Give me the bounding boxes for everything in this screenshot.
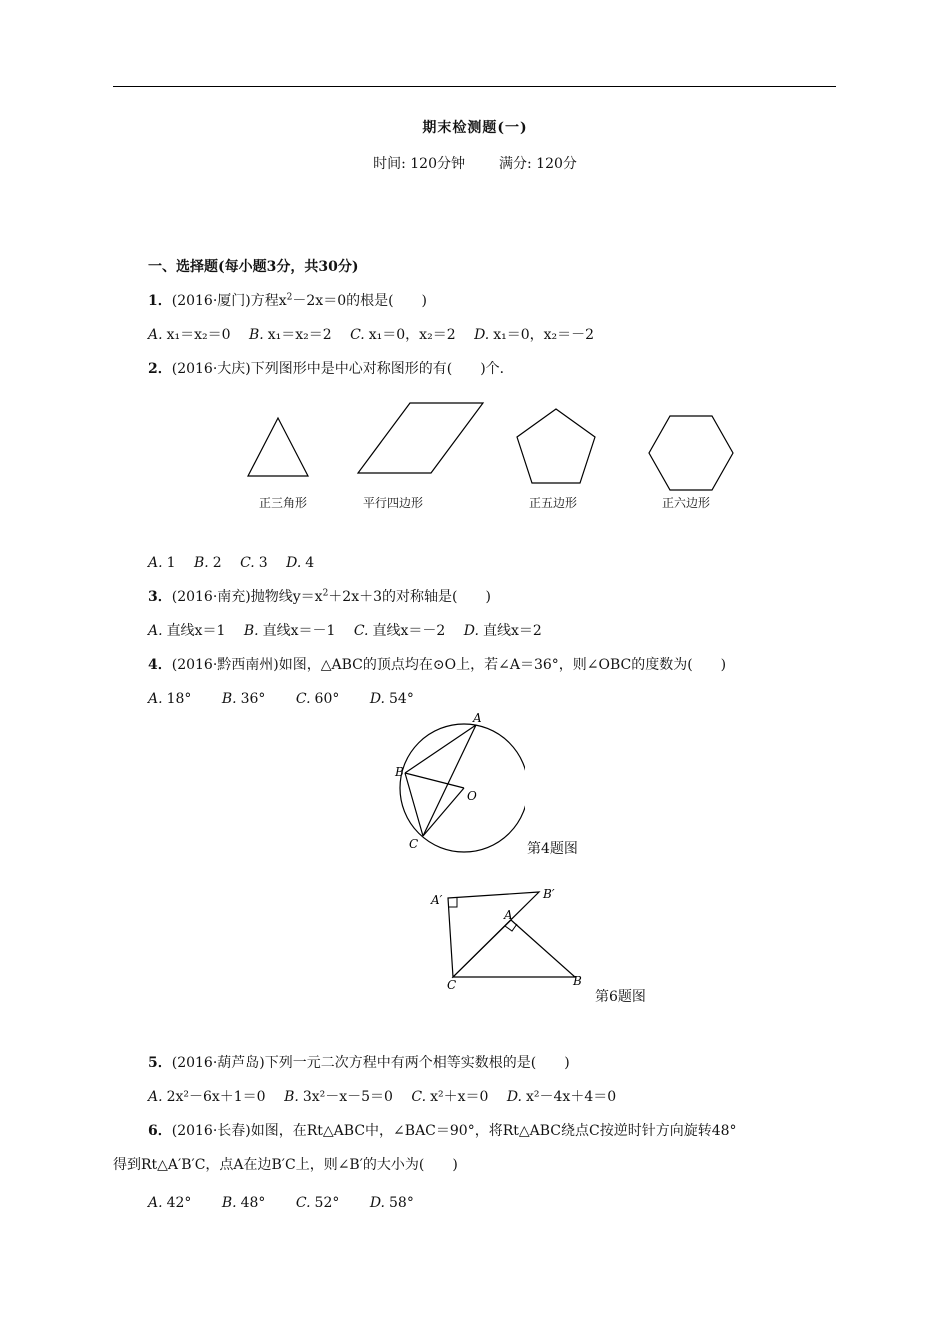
q1-number: 1． (148, 293, 172, 309)
page-title: 期末检测题(一) (422, 120, 528, 136)
q4-circle-figure (385, 712, 525, 862)
right-angle-mark-a (505, 924, 517, 931)
exam-time: 时间: 120分钟 (373, 156, 465, 172)
q4-option-a: 18° (166, 691, 192, 707)
q1-option-b: x₁＝x₂＝2 (267, 327, 332, 343)
q6-triangle-figure (425, 882, 595, 992)
label-c6: C (447, 978, 457, 992)
q3-option-a: 直线x＝1 (166, 623, 226, 639)
q4-option-c: 60° (314, 691, 340, 707)
q5-option-b: 3x²－x－5＝0 (302, 1089, 393, 1105)
label-b6: B (573, 974, 582, 988)
section-heading: 一、选择题(每小题3分，共30分) (148, 259, 359, 275)
q5-option-a: 2x²－6x＋1＝0 (166, 1089, 266, 1105)
q3-number: 3． (148, 589, 172, 605)
q4-options: A. 18° B. 36° C. 60° D. 54° (148, 691, 414, 707)
q2-option-a: 1 (166, 555, 176, 571)
question-6 (148, 1122, 737, 1140)
q2-number: 2． (148, 361, 172, 377)
question-4 (148, 656, 726, 674)
q3-option-c: 直线x＝－2 (372, 623, 446, 639)
label-a: A (473, 712, 482, 725)
segment-ac (423, 725, 476, 836)
q3-option-b: 直线x＝－1 (262, 623, 336, 639)
q6-stem-line2: 得到Rt△A′B′C，点A在边B′C上，则∠B′的大小为( ) (113, 1157, 458, 1173)
q6-figure-caption: 第6题图 (595, 989, 646, 1005)
question-5 (148, 1054, 570, 1072)
q4-option-b: 36° (240, 691, 266, 707)
q4-option-d: 54° (389, 691, 414, 707)
question-1: 1．(2016·厦门)方程$x^2-2x=0$的根是( ) (148, 292, 428, 309)
q2-option-b: 2 (212, 555, 222, 571)
right-angle-mark-a1 (448, 898, 457, 907)
q3-options: A. 直线x＝1 B. 直线x＝－1 C. 直线x＝－2 D. 直线x＝2 (148, 623, 542, 639)
q4-stem: (2016·黔西南州)如图，△ABC的顶点均在⊙O上，若∠A＝36°，则∠OBC的度数为( ) (171, 657, 727, 673)
q1-stem-a: (2016·厦门)方程x (171, 293, 287, 309)
label-o: O (467, 789, 477, 803)
q6-option-b: 48° (240, 1195, 266, 1211)
parallelogram-shape (358, 403, 483, 473)
q2-option-d: 4 (305, 555, 315, 571)
equilateral-triangle-shape (248, 418, 308, 476)
label-regular-pentagon: 正五边形 (529, 496, 578, 510)
label-c: C (409, 837, 419, 851)
label-a6: A (504, 908, 513, 922)
segment-oc (423, 788, 464, 836)
q1-option-a: x₁＝x₂＝0 (166, 327, 231, 343)
q6-options: A. 42° B. 48° C. 52° D. 58° (148, 1195, 414, 1211)
label-a-prime: A′ (431, 893, 443, 907)
label-parallelogram: 平行四边形 (363, 496, 424, 510)
q1-option-d: x₁＝0，x₂＝－2 (493, 327, 595, 343)
q2-shapes-figure (0, 0, 950, 540)
segment-ab (405, 725, 476, 773)
q3-stem-b: ＋2x＋3的对称轴是( ) (328, 589, 491, 605)
triangle-a1-b1-c (448, 892, 539, 977)
q1-stem-b: －2x＝0的根是( ) (292, 293, 428, 309)
regular-hexagon-shape (649, 416, 733, 490)
q5-option-d: x²－4x＋4＝0 (526, 1089, 617, 1105)
label-regular-hexagon: 正六边形 (662, 496, 711, 510)
q6-number: 6． (148, 1123, 172, 1139)
q6-stem-line1: (2016·长春)如图，在Rt△ABC中，∠BAC＝90°，将Rt△ABC绕点C按逆时针方向旋转48° (171, 1123, 737, 1139)
exam-score: 满分: 120分 (499, 156, 577, 172)
q6-option-a: 42° (166, 1195, 192, 1211)
q4-figure-caption: 第4题图 (527, 841, 578, 857)
q3-stem-a: (2016·南充)抛物线y＝x (171, 589, 323, 605)
q2-options: A. 1 B. 2 C. 3 D. 4 (148, 555, 315, 571)
q2-option-c: 3 (258, 555, 268, 571)
q5-options: A. 2x²－6x＋1＝0 B. 3x²－x－5＝0 C. x²＋x＝0 D. x²－4x＋4＝0 (148, 1089, 617, 1105)
q5-option-c: x²＋x＝0 (430, 1089, 489, 1105)
q1-option-c: x₁＝0，x₂＝2 (368, 327, 456, 343)
segment-bc (405, 773, 423, 836)
q6-option-d: 58° (389, 1195, 414, 1211)
q1-options: A. x₁＝x₂＝0 B. x₁＝x₂＝2 C. x₁＝0，x₂＝2 D. x₁＝0，x₂＝－2 (148, 327, 595, 343)
label-b-prime: B′ (543, 887, 555, 901)
label-b: B (395, 765, 404, 779)
regular-pentagon-shape (517, 409, 595, 483)
question-3: 3．(2016·南充)抛物线$y=x^2+2x+3$的对称轴是( ) (148, 588, 491, 605)
label-equilateral-triangle: 正三角形 (259, 496, 308, 510)
q3-option-d: 直线x＝2 (482, 623, 542, 639)
q2-stem: (2016·大庆)下列图形中是中心对称图形的有( )个． (171, 361, 514, 377)
segment-ob (405, 773, 464, 788)
q4-number: 4． (148, 657, 172, 673)
q5-stem: (2016·葫芦岛)下列一元二次方程中有两个相等实数根的是( ) (171, 1055, 570, 1071)
q6-option-c: 52° (314, 1195, 340, 1211)
q5-number: 5． (148, 1055, 172, 1071)
